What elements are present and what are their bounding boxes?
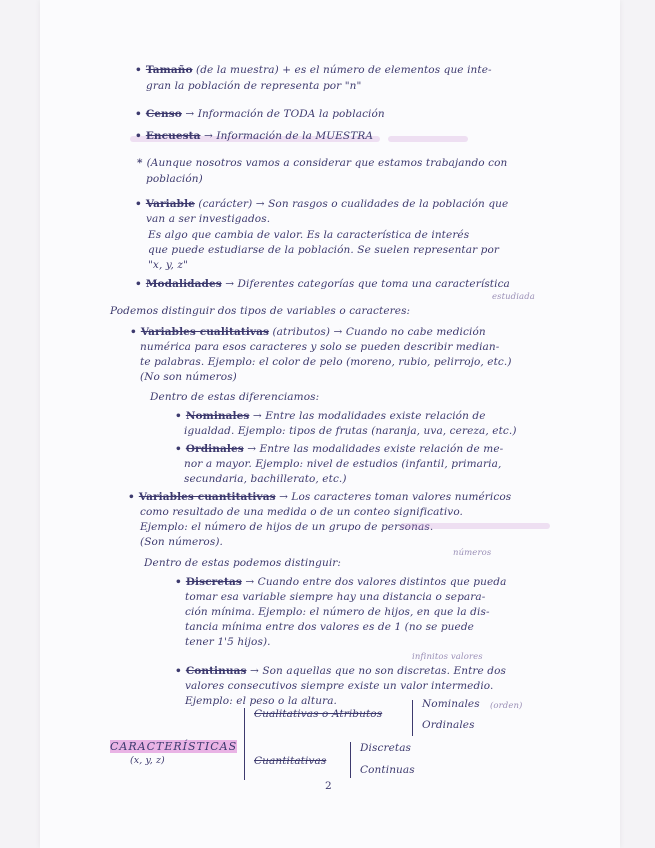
highlight-mark (400, 523, 550, 529)
discretas-line-3: ción mínima. Ejemplo: el número de hijos, en que la dis- (185, 606, 490, 618)
discretas-term: Discretas (185, 576, 242, 588)
highlight-mark (388, 136, 468, 142)
summary-title: CARACTERÍSTICAS (110, 740, 238, 753)
variable-line-3: Es algo que cambia de valor. Es la característica de interés (148, 229, 470, 241)
continuas-note: infinitos valores (412, 652, 483, 662)
summary-brace-1 (412, 700, 413, 736)
summary-brace-2 (350, 742, 351, 778)
continuas-line-3: Ejemplo: el peso o la altura. (185, 695, 337, 707)
summary-branch-1-note: (orden) (490, 701, 523, 711)
cuantitativas-line-3: Ejemplo: el número de hijos de un grupo de personas. (140, 521, 434, 533)
variable-line-2: van a ser investigados. (146, 213, 271, 225)
modalidades-term: Modalidades (145, 278, 222, 290)
notebook-page (40, 0, 620, 848)
ordinales-line-3: secundaria, bachillerato, etc.) (184, 473, 347, 485)
cuantitativas-line-4: (Son números). (140, 536, 223, 548)
summary-subtitle: (x, y, z) (130, 755, 165, 766)
censo-text: → Información de TODA la población (185, 108, 385, 120)
censo-line: • Censo → Información de TODA la población (135, 108, 385, 120)
summary-branch-2-item-2: Continuas (360, 764, 415, 776)
cuantitativas-line-1: • Variables cuantitativas → Los caracteres toman valores numéricos (128, 491, 512, 503)
ordinales-line-2: nor a mayor. Ejemplo: nivel de estudios (infantil, primaria, (184, 458, 502, 470)
tamano-line-2: gran la población de representa por "n" (146, 80, 362, 92)
tamano-term: Tamaño (145, 64, 193, 76)
cualitativas-line-3: te palabras. Ejemplo: el color de pelo (moreno, rubio, pelirrojo, etc.) (140, 356, 512, 368)
discretas-line-2: tomar esa variable siempre hay una distancia o separa- (185, 591, 486, 603)
podemos-line: Podemos distinguir dos tipos de variables o caracteres: (110, 305, 411, 317)
cuantitativas-term: Variables cuantitativas (138, 491, 276, 503)
variable-line-1: • Variable (carácter) → Son rasgos o cualidades de la población que (135, 198, 509, 210)
continuas-line-2: valores consecutivos siempre existe un valor intermedio. (185, 680, 494, 692)
nominales-line-2: igualdad. Ejemplo: tipos de frutas (naranja, uva, cereza, etc.) (184, 425, 517, 437)
cualitativas-term: Variables cualitativas (140, 326, 270, 338)
aunque-line-1: * (Aunque nosotros vamos a considerar que estamos trabajando con (137, 157, 508, 169)
continuas-line-1: • Continuas → Son aquellas que no son discretas. Entre dos (175, 665, 507, 677)
encuesta-text: → Información de la MUESTRA (203, 130, 374, 142)
tamano-text-1: (de la muestra) + es el número de elementos que inte- (196, 64, 492, 76)
tamano-line-1: • Tamaño (de la muestra) + es el número de elementos que inte- (135, 64, 492, 76)
discretas-line-4: tancia mínima entre dos valores es de 1 (no se puede (185, 621, 474, 633)
variable-term: Variable (145, 198, 195, 210)
dentro1-line: Dentro de estas diferenciamos: (150, 391, 320, 403)
dentro2-line: Dentro de estas podemos distinguir: (144, 557, 342, 569)
dentro2-note: números (453, 548, 492, 558)
encuesta-term: Encuesta (145, 130, 201, 142)
ordinales-term: Ordinales (185, 443, 244, 455)
variable-line-4: que puede estudiarse de la población. Se suelen representar por (148, 244, 500, 256)
cualitativas-line-1: • Variables cualitativas (atributos) → Cuando no cabe medición (130, 326, 486, 338)
continuas-term: Continuas (185, 665, 247, 677)
nominales-line-1: • Nominales → Entre las modalidades existe relación de (175, 410, 486, 422)
summary-branch-1-item-2: Ordinales (422, 719, 475, 731)
encuesta-line: • Encuesta → Información de la MUESTRA (135, 130, 374, 142)
discretas-line-1: • Discretas → Cuando entre dos valores distintos que pueda (175, 576, 507, 588)
summary-branch-1-item-1: Nominales (422, 698, 480, 710)
summary-branch-2-item-1: Discretas (360, 742, 412, 754)
summary-branch-1: Cualitativas o Atributos (254, 708, 383, 720)
cualitativas-line-2: numérica para esos caracteres y solo se pueden describir median- (140, 341, 500, 353)
summary-main-brace (244, 708, 245, 780)
aunque-line-2: población) (146, 173, 203, 185)
cualitativas-line-4: (No son números) (140, 371, 237, 383)
discretas-line-5: tener 1'5 hijos). (185, 636, 271, 648)
page-number: 2 (325, 780, 332, 792)
nominales-term: Nominales (185, 410, 250, 422)
censo-term: Censo (145, 108, 182, 120)
modalidades-note: estudiada (492, 292, 535, 302)
cuantitativas-line-2: como resultado de una medida o de un conteo significativo. (140, 506, 463, 518)
ordinales-line-1: • Ordinales → Entre las modalidades existe relación de me- (175, 443, 504, 455)
variable-line-5: "x, y, z" (148, 259, 188, 271)
summary-branch-2: Cuantitativas (254, 755, 327, 767)
modalidades-line: • Modalidades → Diferentes categorías que toma una característica (135, 278, 510, 290)
